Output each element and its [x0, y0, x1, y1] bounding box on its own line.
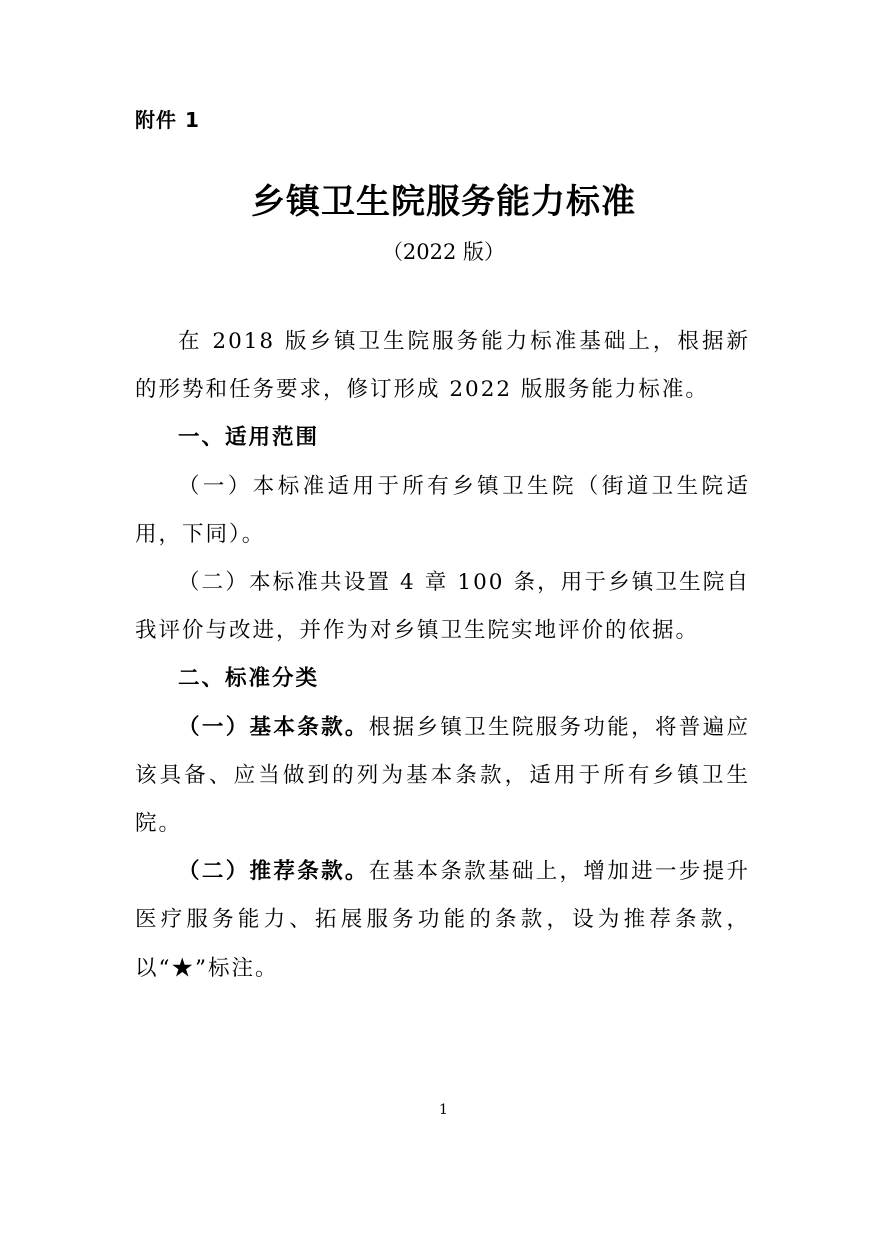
scope-item-1-lead: （一）	[178, 473, 253, 499]
class-item-2	[135, 848, 750, 993]
scope-item-2-lead: （二）	[178, 570, 250, 596]
section-heading-classification: 二、标准分类	[178, 666, 320, 692]
class-item-1-text: 根据乡镇卫生院服务功能，将普遍应该具备、应当做到的列为基本条款，适用于所有乡镇卫生院。	[135, 714, 750, 837]
document-subtitle: （2022 版）	[381, 240, 506, 264]
class-item-1	[135, 704, 750, 849]
scope-item-1-text: 本标准适用于所有乡镇卫生院（街道卫生院适用，下同）。	[135, 473, 750, 547]
document-body	[135, 318, 750, 993]
page-number: 1	[439, 1102, 448, 1118]
class-item-2-text: 在基本条款基础上，增加进一步提升医疗服务能力、拓展服务功能的条款，设为推荐条款，以“★”标注。	[135, 859, 750, 981]
intro-paragraph: 在 2018 版乡镇卫生院服务能力标准基础上，根据新的形势和任务要求，修订形成 2022 版服务能力标准。	[135, 329, 750, 403]
scope-item-1	[135, 463, 750, 559]
scope-item-2	[135, 559, 750, 655]
section-heading-scope: 一、适用范围	[178, 425, 320, 451]
attachment-label: 附件 1	[135, 108, 200, 132]
document-title: 乡镇卫生院服务能力标准	[251, 182, 636, 222]
class-item-2-lead: （二）推荐条款。	[178, 859, 369, 885]
class-item-1-lead: （一）基本条款。	[178, 714, 369, 740]
scope-item-2-text: 本标准共设置 4 章 100 条，用于乡镇卫生院自我评价与改进，并作为对乡镇卫生院实地评价的依据。	[135, 570, 750, 644]
